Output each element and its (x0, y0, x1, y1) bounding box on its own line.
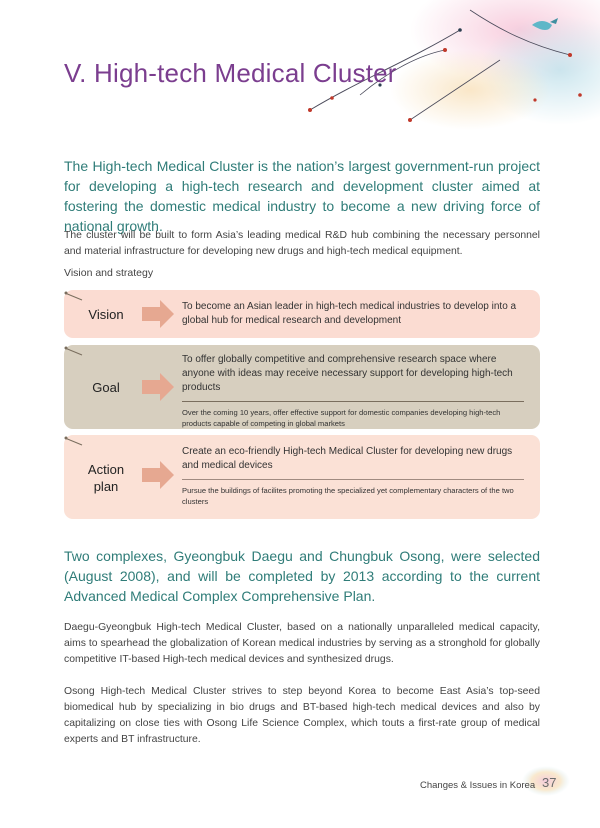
page-number: 37 (542, 775, 557, 790)
body-paragraph-3: Osong High-tech Medical Cluster strives to step beyond Korea to become East Asia’s top-seed biomedical hub by specializing in bio drugs and BT-based high-tech medical devices and also by capitalizing on close ties with Osong Life Science Complex, which touts a first-rate group of medical experts and BT infrastructure. (64, 686, 540, 745)
goal-band (64, 345, 540, 429)
pin-icon (64, 345, 94, 359)
pin-icon (64, 290, 94, 304)
page-title: V. High-tech Medical Cluster (64, 58, 397, 88)
action-plan-text: Create an eco-friendly High-tech Medical Cluster for developing new drugs and medical devices (182, 446, 513, 471)
action-plan-band (64, 435, 540, 519)
section-label: Vision and strategy (64, 267, 154, 279)
pin-icon (64, 435, 94, 449)
goal-text: To offer globally competitive and comprehensive research space where anyone with ideas may receive necessary support for developing high-tech products (182, 354, 513, 393)
action-plan-label-line2: plan (93, 479, 119, 494)
vision-text: To become an Asian leader in high-tech medical industries to develop into a global hub for medical research and development (182, 301, 517, 326)
vision-label: Vision (88, 307, 124, 322)
arrow-right-icon (142, 461, 176, 489)
goal-subtext: Over the coming 10 years, offer effective support for domestic companies developing high-tech products capable of competing in global markets (182, 401, 524, 429)
action-plan-subtext: Pursue the buildings of facilites promoting the specialized yet complementary characters of the two clusters (182, 479, 524, 507)
action-plan-label (64, 461, 148, 495)
footer-section-title: Changes & Issues in Korea (420, 780, 536, 791)
body-paragraph-2: Daegu-Gyeongbuk High-tech Medical Cluster, based on a nationally unparalleled medical capacity, aims to spearhead the globalization of Korean medical industries by serving as a stronghold for globally competitive IT-based High-tech medical devices and synthesized drugs. (64, 622, 540, 665)
lead-paragraph-2: Two complexes, Gyeongbuk Daegu and Chungbuk Osong, were selected (August 2008), and will be completed by 2013 according to the current Advanced Medical Complex Comprehensive Plan. (64, 548, 540, 604)
lead-paragraph: The High-tech Medical Cluster is the nation’s largest government-run project for developing a high-tech research and development cluster aimed at fostering the domestic medical industry to become a new driving force of national growth. (64, 158, 540, 234)
body-paragraph-1: The cluster will be built to form Asia’s leading medical R&D hub combining the necessary personnel and material infrastructure for developing new drugs and high-tech medical equipment. (64, 230, 540, 257)
vision-band (64, 290, 540, 338)
arrow-right-icon (142, 300, 176, 328)
goal-label: Goal (92, 380, 120, 395)
action-plan-label-line1: Action (87, 462, 125, 477)
arrow-right-icon (142, 373, 176, 401)
